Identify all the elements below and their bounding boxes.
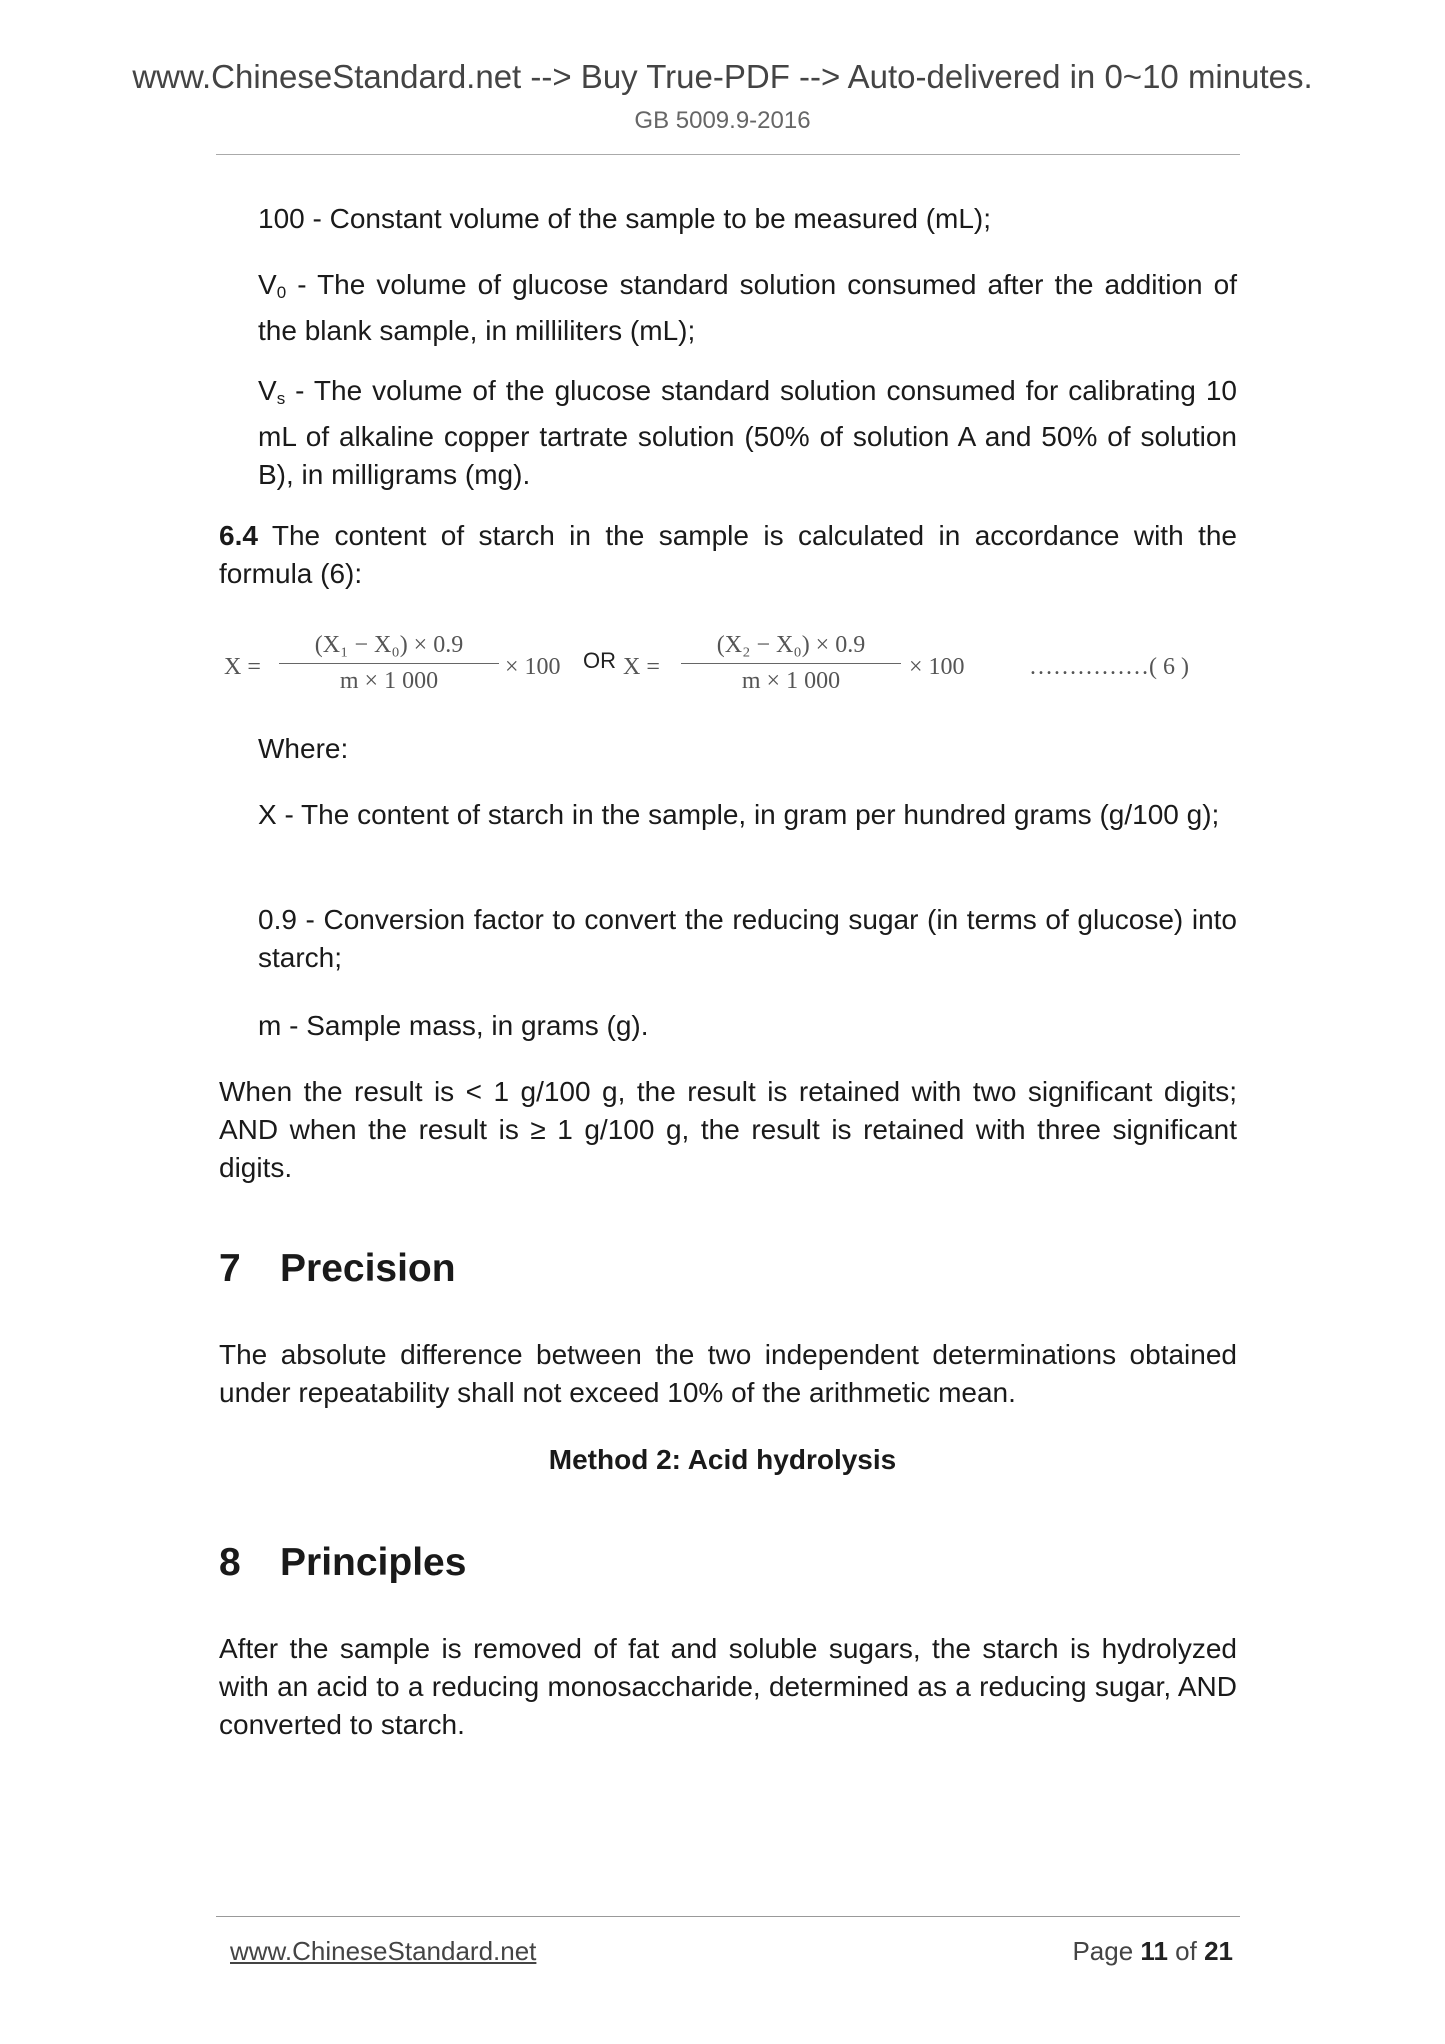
formula-lhs-1: X =	[224, 654, 261, 680]
v0-subscript: 0	[276, 283, 287, 302]
vs-subscript: s	[276, 389, 286, 408]
formula-numerator-1: (X₁ − X₀) × 0.9	[279, 632, 499, 664]
where-label: Where:	[258, 733, 349, 764]
section-8-heading	[219, 1541, 466, 1585]
def-100: 100 - Constant volume of the sample to be measured (mL);	[258, 203, 992, 234]
def-vs	[258, 372, 1237, 494]
clause-6-4-number: 6.4	[219, 520, 258, 551]
footer-site-link[interactable]: www.ChineseStandard.net	[230, 1936, 537, 1966]
formula-mult-2: × 100	[909, 654, 965, 680]
page-total: 21	[1204, 1936, 1233, 1966]
formula-denominator-1: m × 1 000	[339, 668, 439, 694]
section-8-text: After the sample is removed of fat and soluble sugars, the starch is hydrolyzed with an acid to a reducing monosaccharide, determined as a reducing sugar, AND converted to starch.	[219, 1633, 1237, 1740]
page-indicator	[1072, 1936, 1233, 1967]
header-divider	[216, 154, 1240, 155]
formula-fraction-2	[681, 632, 901, 695]
section-8-title: Principles	[280, 1541, 467, 1584]
formula-numerator-2: (X₂ − X₀) × 0.9	[681, 632, 901, 664]
of-word: of	[1175, 1936, 1197, 1966]
section-7-text: The absolute difference between the two independent determinations obtained under repeatability shall not exceed 10% of the arithmetic mean.	[219, 1339, 1237, 1408]
formula-or: OR	[583, 648, 616, 673]
v0-symbol: V	[258, 269, 277, 300]
formula-mult-1: × 100	[505, 654, 561, 680]
def-v0	[258, 266, 1237, 350]
section-7-heading	[219, 1247, 456, 1291]
formula-lhs-2: X =	[623, 654, 660, 680]
method-title: Method 2: Acid hydrolysis	[548, 1444, 897, 1475]
v0-text: - The volume of glucose standard solution consumed after the addition of the blank sample, in milliliters (mL);	[258, 269, 1237, 346]
def-x: X - The content of starch in the sample, in gram per hundred grams (g/100 g);	[258, 799, 1220, 830]
section-7-number: 7	[219, 1247, 241, 1290]
standard-number: GB 5009.9-2016	[634, 107, 811, 134]
page-word: Page	[1072, 1936, 1134, 1966]
clause-6-4-text: The content of starch in the sample is calculated in accordance with the formula (6):	[219, 520, 1237, 589]
formula-equation-number: ……………( 6 )	[1029, 654, 1189, 680]
starch-formula	[219, 628, 1237, 708]
formula-denominator-2: m × 1 000	[741, 668, 841, 694]
vs-symbol: V	[258, 375, 277, 406]
section-8-number: 8	[219, 1541, 241, 1584]
header-banner: www.ChineseStandard.net --> Buy True-PDF --> Auto-delivered in 0~10 minutes.	[132, 58, 1313, 95]
section-7-title: Precision	[280, 1247, 456, 1290]
clause-6-4	[219, 517, 1237, 593]
def-m: m - Sample mass, in grams (g).	[258, 1010, 649, 1041]
footer-divider	[216, 1916, 1240, 1917]
result-rule: When the result is < 1 g/100 g, the result is retained with two significant digits; AND when the result is ≥ 1 g/100 g, the result is retained with three significant digits.	[219, 1076, 1237, 1183]
formula-fraction-1	[279, 632, 499, 695]
vs-text: - The volume of the glucose standard solution consumed for calibrating 10 mL of alkaline copper tartrate solution (50% of solution A and 50% of solution B), in milligrams (mg).	[258, 375, 1237, 490]
page-number: 11	[1140, 1936, 1168, 1966]
def-factor: 0.9 - Conversion factor to convert the reducing sugar (in terms of glucose) into starch;	[258, 904, 1237, 973]
